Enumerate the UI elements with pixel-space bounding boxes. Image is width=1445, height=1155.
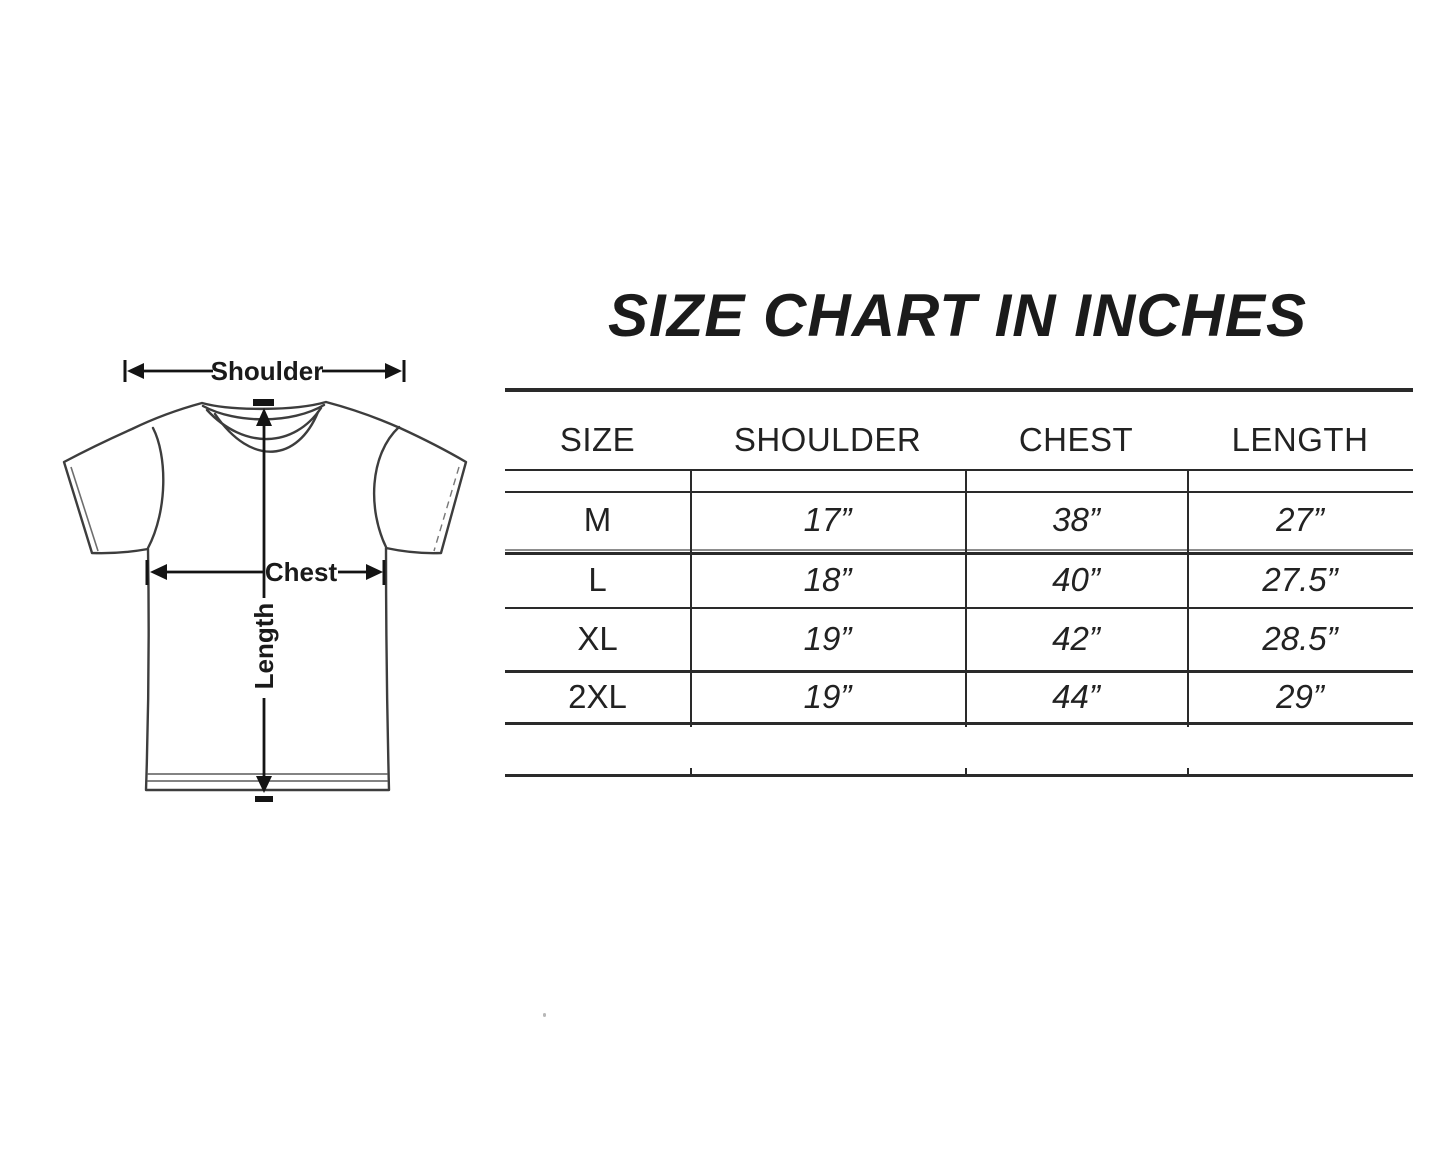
length-value: 28.5”: [1262, 620, 1338, 657]
column-header-chest: CHEST: [1018, 421, 1134, 458]
size-label: XL: [577, 620, 618, 657]
chest-value: 40”: [1052, 561, 1100, 598]
length-value: 27”: [1276, 501, 1324, 538]
table-row-l: [505, 555, 1413, 605]
shoulder-measure: [125, 356, 404, 386]
size-label: M: [583, 501, 612, 538]
cuff-line-left: [71, 467, 98, 551]
bottom-rule-tick-1: [690, 768, 692, 774]
column-header-shoulder: SHOULDER: [733, 421, 922, 458]
chest-label: Chest: [264, 557, 338, 587]
shoulder-label: Shoulder: [210, 356, 324, 386]
chest-arrowhead-left: [150, 564, 167, 580]
length-label: Length: [249, 602, 279, 690]
shoulder-value: 18”: [803, 561, 852, 598]
shoulder-arrowhead-left: [127, 363, 144, 379]
table-rule-top: [505, 388, 1413, 392]
size-table: [505, 385, 1413, 810]
length-value: 29”: [1276, 678, 1324, 715]
chest-arrowhead-right: [366, 564, 383, 580]
shoulder-value: 17”: [803, 501, 852, 538]
page-title: SIZE CHART IN INCHES: [608, 282, 1307, 349]
chest-value: 42”: [1052, 620, 1100, 657]
column-header-length: LENGTH: [1231, 421, 1369, 458]
column-header-size: SIZE: [559, 421, 636, 458]
chest-value: 38”: [1052, 501, 1100, 538]
armhole-seam-right: [374, 427, 399, 547]
chest-measure: [147, 557, 384, 587]
table-rule-after-l: [505, 607, 1413, 609]
table-rule-under-header: [505, 469, 1413, 471]
length-end-bar-top: [253, 399, 274, 406]
scan-artifact-dot: [543, 1013, 546, 1017]
table-rule-bottom: [505, 774, 1413, 777]
armhole-seam-left: [148, 428, 163, 548]
table-rule-after-m-shadow: [505, 549, 1413, 551]
size-label: L: [588, 561, 607, 598]
length-value: 27.5”: [1262, 561, 1338, 598]
size-label: 2XL: [568, 678, 627, 715]
cuff-line-right: [434, 467, 459, 551]
table-row-m: [505, 491, 1413, 549]
length-end-bar-bottom: [255, 796, 273, 802]
length-measure: [249, 399, 279, 802]
table-rule-after-xl: [505, 670, 1413, 673]
length-arrowhead-up: [256, 408, 272, 426]
chest-value: 44”: [1052, 678, 1100, 715]
shoulder-value: 19”: [803, 620, 852, 657]
table-header-row: [505, 411, 1413, 469]
tshirt-measurement-diagram: [40, 340, 500, 815]
shoulder-value: 19”: [803, 678, 852, 715]
bottom-rule-tick-2: [965, 768, 967, 774]
shoulder-arrowhead-right: [385, 363, 402, 379]
table-row-xl: [505, 610, 1413, 668]
table-row-2xl: [505, 674, 1413, 720]
bottom-rule-tick-3: [1187, 768, 1189, 774]
table-rule-after-2xl: [505, 722, 1413, 725]
